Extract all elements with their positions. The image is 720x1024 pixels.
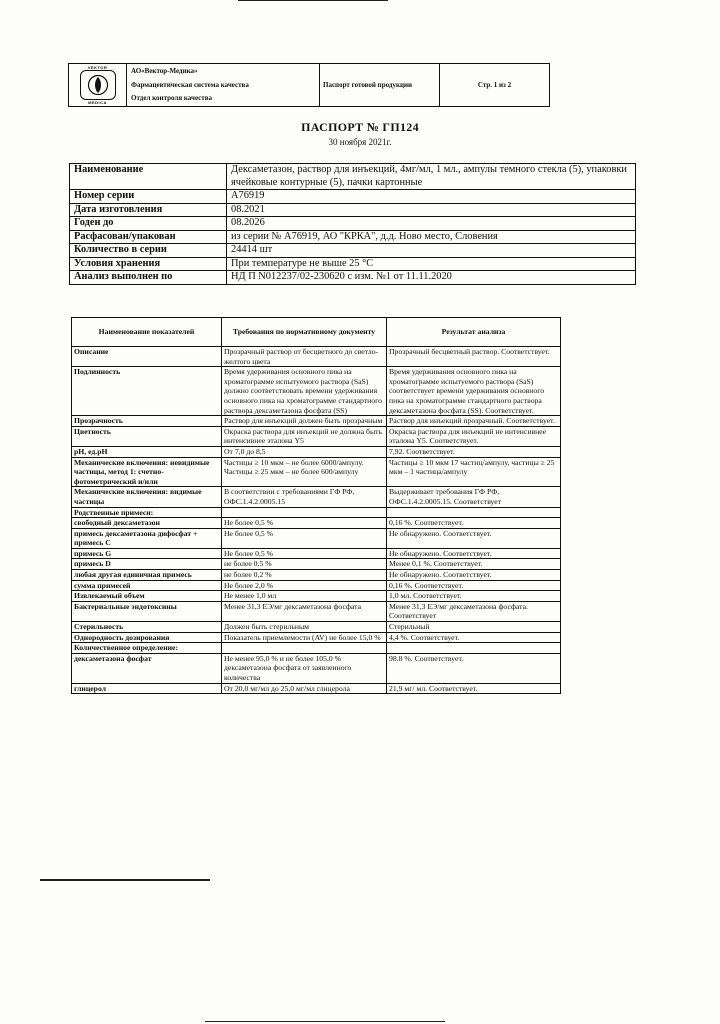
result-row <box>72 367 561 416</box>
requirement-cell: Не более 2,0 % <box>222 580 387 591</box>
indicator-name: Механические включения: видимые частицы <box>72 487 222 507</box>
info-label: Дата изготовления <box>70 203 227 217</box>
header-requirement: Требования по нормативному документу <box>222 318 387 347</box>
info-row <box>70 190 636 204</box>
requirement-cell: От 7,0 до 8,5 <box>222 446 387 457</box>
requirement-cell: От 20,0 мг/мл до 25,0 мг/мл глицерола <box>222 683 387 694</box>
scan-mark-left <box>40 879 210 881</box>
result-cell: Окраска раствора для инъекций не интенсивнее эталона Y5. Соответствует. <box>387 426 561 446</box>
requirement-cell: Окраска раствора для инъекций не должна быть интенсивнее эталона Y5 <box>222 426 387 446</box>
info-label: Расфасован/упакован <box>70 230 227 244</box>
result-row <box>72 548 561 559</box>
result-cell: Менее 0,1 %. Соответствует. <box>387 559 561 570</box>
requirement-cell: Менее 31,3 ЕЭ/мг дексаметазона фосфата <box>222 601 387 621</box>
indicator-name: pH, ед.pH <box>72 446 222 457</box>
info-row <box>70 271 636 285</box>
company-logo <box>69 64 127 106</box>
info-value: из серии № A76919, АО "КРКА", д.д. Ново место, Словения <box>227 230 636 244</box>
scan-mark-top <box>238 0 388 1</box>
organization-cell <box>127 64 320 106</box>
result-row <box>72 622 561 633</box>
result-cell: 98.8 %. Соответствует. <box>387 653 561 683</box>
result-row <box>72 632 561 643</box>
result-cell: Выдерживает требования ГФ РФ, ОФС.1.4.2.0005.15. Соответствует <box>387 487 561 507</box>
requirement-cell: Показатель приемлемости (AV) не более 15,0 % <box>222 632 387 643</box>
indicator-name: Извлекаемый объем <box>72 591 222 602</box>
requirement-cell: Не более 0,5 % <box>222 548 387 559</box>
header-result: Результат анализа <box>387 318 561 347</box>
indicator-name: любая другая единичная примесь <box>72 570 222 581</box>
info-label: Номер серии <box>70 190 227 204</box>
indicator-name: Описание <box>72 347 222 367</box>
info-value: При температуре не выше 25 °С <box>227 257 636 271</box>
scan-mark-bottom <box>205 1021 445 1022</box>
result-cell: Частицы ≥ 10 мкм 17 частиц/ампулу, частицы ≥ 25 мкм – 1 частица/ампулу <box>387 457 561 487</box>
info-label: Годен до <box>70 217 227 231</box>
analysis-results-table <box>71 317 561 694</box>
indicator-name: Подлинность <box>72 367 222 416</box>
indicator-name: Родственные примеси: <box>72 507 222 518</box>
product-info-table <box>69 163 636 285</box>
info-label: Количество в серии <box>70 244 227 258</box>
document-header <box>68 63 550 107</box>
result-cell: 4,4 %. Соответствует. <box>387 632 561 643</box>
logo-text-bottom: MEDICA <box>88 100 107 105</box>
result-cell: Не обнаружено. Соответствует. <box>387 548 561 559</box>
result-row <box>72 457 561 487</box>
result-cell: Раствор для инъекций прозрачный. Соответствует. <box>387 416 561 427</box>
requirement-cell: Не более 0,5 % <box>222 518 387 529</box>
result-cell: Не обнаружено. Соответствует. <box>387 528 561 548</box>
indicator-name: глицерол <box>72 683 222 694</box>
result-row <box>72 528 561 548</box>
info-value: Дексаметазон, раствор для инъекций, 4мг/мл, 1 мл., ампулы темного стекла (5), упаковки ячейковые контурные (5), пачки картонные <box>227 164 636 190</box>
info-value: 08.2021 <box>227 203 636 217</box>
result-cell: 0,16 %. Соответствует. <box>387 580 561 591</box>
info-value: НД П N012237/02-230620 с изм. №1 от 11.11.2020 <box>227 271 636 285</box>
result-row <box>72 446 561 457</box>
result-row <box>72 591 561 602</box>
result-row <box>72 683 561 694</box>
result-row <box>72 559 561 570</box>
result-cell: 21,9 мг/ мл. Соответствует. <box>387 683 561 694</box>
indicator-name: примесь дексаметазона дифосфат + примесь С <box>72 528 222 548</box>
info-row <box>70 244 636 258</box>
info-label: Наименование <box>70 164 227 190</box>
indicator-name: Цветность <box>72 426 222 446</box>
info-label: Условия хранения <box>70 257 227 271</box>
info-label: Анализ выполнен по <box>70 271 227 285</box>
section-row <box>72 643 561 654</box>
info-value: A76919 <box>227 190 636 204</box>
requirement-cell: Частицы ≥ 10 мкм – не более 6000/ампулу. Частицы ≥ 25 мкм – не более 600/ампулу <box>222 457 387 487</box>
result-cell: Не обнаружено. Соответствует. <box>387 570 561 581</box>
info-row <box>70 230 636 244</box>
passport-title: ПАСПОРТ № ГП124 <box>301 120 419 134</box>
result-row <box>72 347 561 367</box>
info-value: 08.2026 <box>227 217 636 231</box>
logo-emblem-icon <box>80 70 116 100</box>
org-quality-system: Фармацевтическая система качества <box>131 80 249 89</box>
indicator-name: Прозрачность <box>72 416 222 427</box>
requirement-cell: Прозрачный раствор от бесцветного до светло-желтого цвета <box>222 347 387 367</box>
indicator-name: примесь G <box>72 548 222 559</box>
result-cell: 0,16 %. Соответствует. <box>387 518 561 529</box>
result-cell: Менее 31,3 ЕЭ/мг дексаметазона фосфата. Соответствует <box>387 601 561 621</box>
indicator-name: примесь D <box>72 559 222 570</box>
info-row <box>70 257 636 271</box>
requirement-cell: не более 0,2 % <box>222 570 387 581</box>
indicator-name: дексаметазона фосфат <box>72 653 222 683</box>
result-row <box>72 518 561 529</box>
logo-text-top: VEKTOR <box>87 65 108 70</box>
result-cell: Прозрачный бесцветный раствор. Соответствует. <box>387 347 561 367</box>
result-cell <box>387 507 561 518</box>
result-row <box>72 580 561 591</box>
header-indicator: Наименование показателей <box>72 318 222 347</box>
indicator-name: сумма примесей <box>72 580 222 591</box>
doc-title: Паспорт готовой продукции <box>320 64 440 106</box>
org-name: АО«Вектор-Медика» <box>131 67 198 75</box>
result-cell: Время удерживания основного пика на хроматограмме испытуемого раствора (SaS) соответствует времени удерживания основного пика на хроматограмме стандартного раствора дексаметазона фосфата (SS). Соответствует. <box>387 367 561 416</box>
indicator-name: Количественное определение: <box>72 643 222 654</box>
org-department: Отдел контроля качества <box>131 94 212 103</box>
results-header-row <box>72 318 561 347</box>
result-row <box>72 570 561 581</box>
requirement-cell: Должен быть стерильным <box>222 622 387 633</box>
info-row <box>70 203 636 217</box>
result-cell: 1,0 мл. Соответствует. <box>387 591 561 602</box>
indicator-name: свободный дексаметазон <box>72 518 222 529</box>
indicator-name: Механические включения: невидимые частицы, метод 1: счетно-фотометрический и/или <box>72 457 222 487</box>
result-cell: Стерильный <box>387 622 561 633</box>
requirement-cell: Не менее 1,0 мл <box>222 591 387 602</box>
info-row <box>70 164 636 190</box>
requirement-cell: Не более 0,5 % <box>222 528 387 548</box>
requirement-cell: Раствор для инъекций должен быть прозрачным <box>222 416 387 427</box>
result-row <box>72 487 561 507</box>
indicator-name: Бактериальные эндотоксины <box>72 601 222 621</box>
result-row <box>72 416 561 427</box>
indicator-name: Стерильность <box>72 622 222 633</box>
result-row <box>72 601 561 621</box>
result-cell: 7,92. Соответствует. <box>387 446 561 457</box>
requirement-cell: В соответствии с требованиями ГФ РФ, ОФС.1.4.2.0005.15 <box>222 487 387 507</box>
result-row <box>72 426 561 446</box>
requirement-cell <box>222 643 387 654</box>
info-row <box>70 217 636 231</box>
result-row <box>72 653 561 683</box>
info-value: 24414 шт <box>227 244 636 258</box>
requirement-cell: Время удерживания основного пика на хроматограмме испытуемого раствора (SaS) должно соответствовать времени удерживания основного пика на хроматограмме стандартного раствора дексаметазона фосфата (SS) <box>222 367 387 416</box>
requirement-cell: Не менее 95,0 % и не более 105,0 % дексаметазона фосфата от заявленного количества <box>222 653 387 683</box>
result-cell <box>387 643 561 654</box>
passport-date: 30 ноября 2021г. <box>328 137 392 147</box>
requirement-cell <box>222 507 387 518</box>
indicator-name: Однородность дозирования <box>72 632 222 643</box>
section-row <box>72 507 561 518</box>
requirement-cell: не более 0,5 % <box>222 559 387 570</box>
page-number: Стр. 1 из 2 <box>477 81 512 89</box>
